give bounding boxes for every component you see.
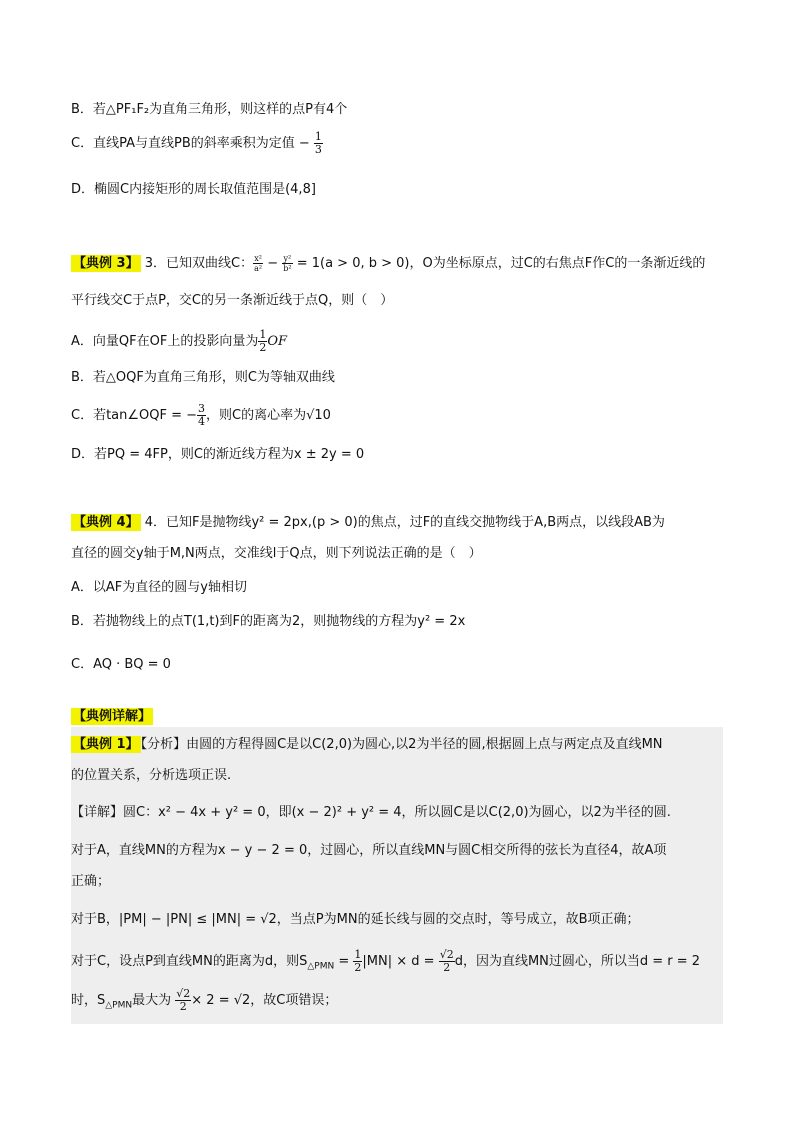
solution-analysis-line2: 的位置关系，分析选项正误.: [71, 768, 232, 783]
solution-header: 【典例详解】: [73, 709, 152, 724]
example-3-tag: 【典例 3】: [73, 256, 139, 271]
fraction: $\frac{√2}{2}$: [439, 948, 454, 974]
solution-block: [71, 727, 723, 1024]
fraction: $\frac{√2}{2}$: [176, 987, 191, 1013]
solution-option-c-line2: 时，$S_{\triangle PMN}$最大为 $\frac{√2}{2}$ × 2 = √2，故C项错误；: [71, 987, 338, 1013]
fraction: $\frac{3}{4}$: [198, 402, 206, 428]
example-4-tag: 【典例 4】: [73, 515, 139, 530]
example-4-stem-line1: 【典例 4】 4．已知F是抛物线y² = 2px,(p > 0)的焦点，过F的直线交抛物线于A,B两点，以线段AB为: [73, 515, 665, 530]
solution-option-b: 对于B，|PM| − |PN| ≤ |MN| = √2，当点P为MN的延长线与圆的交点时，等号成立，故B项正确；: [71, 912, 640, 927]
option-c-prev: C．直线PA与直线PB的斜率乘积为定值 − $\frac{1}{3}$: [71, 130, 322, 156]
example-1-tag: 【典例 1】: [73, 737, 139, 752]
solution-detail-line1: 【详解】圆C：x² − 4x + y² = 0，即(x − 2)² + y² = 4，所以圆C是以C(2,0)为圆心，以2为半径的圆.: [71, 805, 671, 820]
example-3-option-c: C．若tan∠OQF = − $\frac{3}{4}$ ，则C的离心率为√10: [71, 402, 331, 428]
fraction: $\frac{1}{3}$: [314, 130, 322, 156]
example-3-option-d: D．若PQ = 4FP，则C的渐近线方程为x ± 2y = 0: [71, 447, 365, 462]
example-4-option-a: A．以AF为直径的圆与y轴相切: [71, 580, 247, 595]
option-d-prev: D．椭圆C内接矩形的周长取值范围是(4,8]: [71, 182, 316, 197]
solution-option-a-line2: 正确；: [71, 874, 111, 889]
option-b-prev: B．若△PF₁F₂为直角三角形，则这样的点P有4个: [71, 102, 348, 117]
example-3-stem-line1: 【典例 3】 3．已知双曲线C： $\frac{\text{x²}}{\text{a²}}$ − $\frac{\text{y²}}{\text{b²}}$ = 1(a > 0, b > 0)，O为坐标原点，过C的右焦点F作C的一条渐近线的: [73, 254, 706, 273]
example-3-option-a: A．向量QF在OF上的投影向量为 $\frac{1}{2}$ OF: [71, 328, 288, 354]
solution-option-c-line1: 对于C，设点P到直线MN的距离为d，则$S_{\triangle PMN}$ = $\frac{1}{2}$ |MN| × d = $\frac{√2}{2}$ d，因为直线MN过圆心，所以当d = r = 2: [71, 948, 701, 974]
fraction: $\frac{1}{2}$: [259, 328, 267, 354]
fraction: $\frac{1}{2}$: [354, 948, 362, 974]
option-c-prev-text: C．直线PA与直线PB的斜率乘积为定值: [71, 136, 295, 151]
example-3-option-b: B．若△OQF为直角三角形，则C为等轴双曲线: [71, 370, 335, 385]
solution-option-a-line1: 对于A，直线MN的方程为x − y − 2 = 0，过圆心，所以直线MN与圆C相交所得的弦长为直径4，故A项: [71, 843, 667, 858]
example-4-option-b: B．若抛物线上的点T(1,t)到F的距离为2，则抛物线的方程为y² = 2x: [71, 614, 466, 629]
solution-analysis-line1: 【典例 1】 【分析】由圆的方程得圆C是以C(2,0)为圆心,以2为半径的圆,根据圆上点与两定点及直线MN: [73, 737, 663, 752]
fraction: $\frac{\text{y²}}{\text{b²}}$: [283, 254, 292, 273]
example-4-option-c: C．AQ · BQ = 0: [71, 657, 171, 672]
example-4-stem-line2: 直径的圆交y轴于M,N两点，交准线l于Q点，则下列说法正确的是（ ）: [71, 546, 482, 561]
example-3-stem-line2: 平行线交C于点P，交C的另一条渐近线于点Q，则（ ）: [71, 293, 394, 308]
fraction: $\frac{\text{x²}}{\text{a²}}$: [254, 254, 263, 273]
